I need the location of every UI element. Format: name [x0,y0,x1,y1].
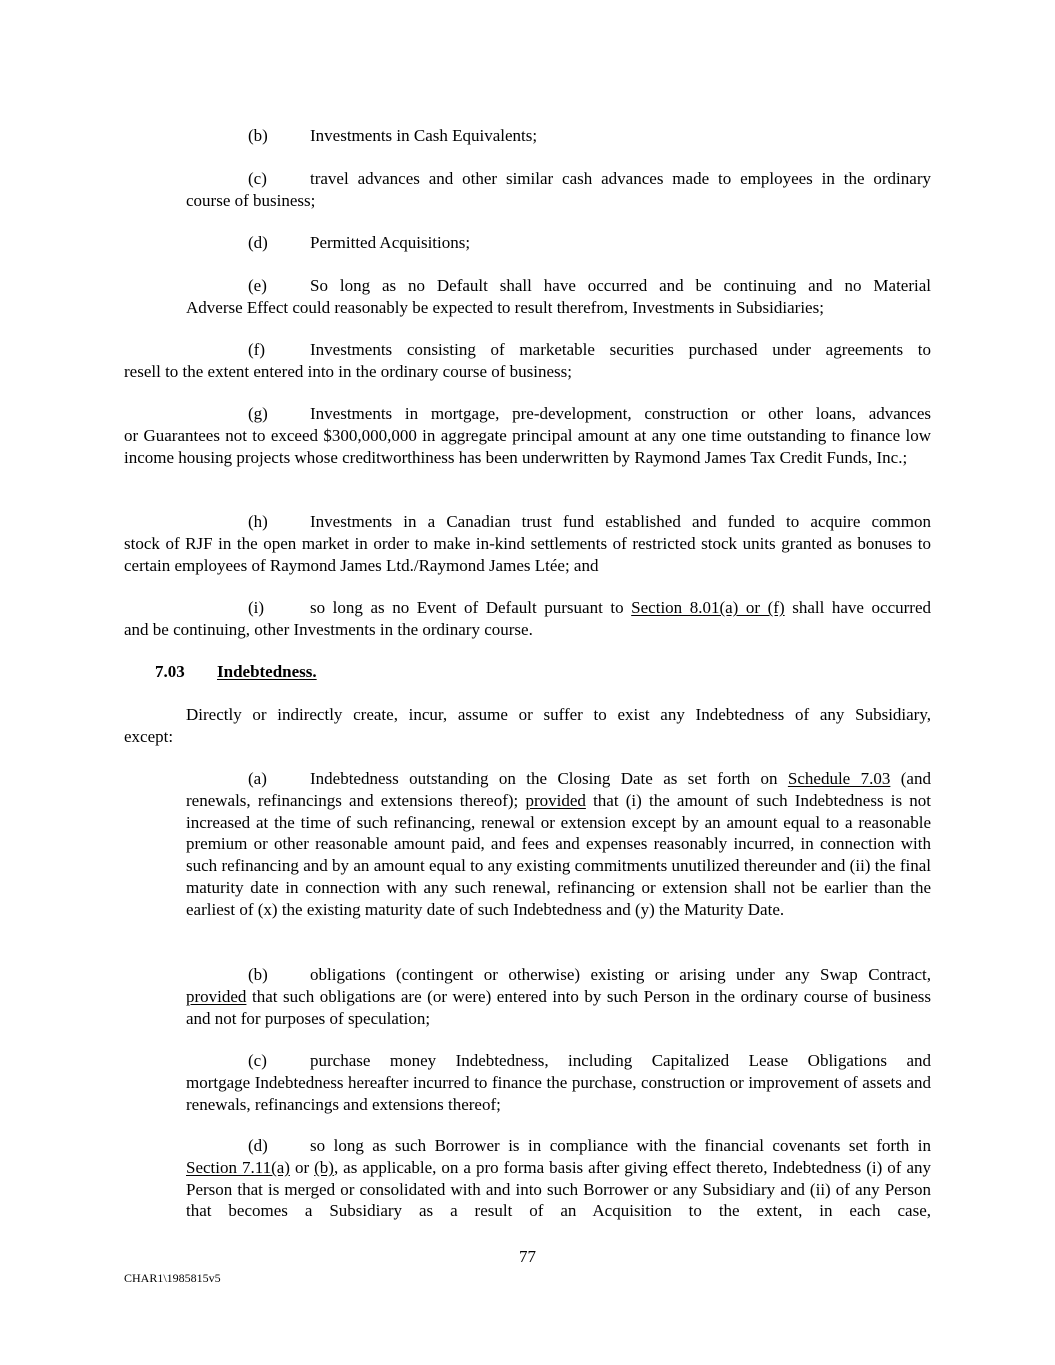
item-label: (b) [248,126,268,145]
item-text-first: Investments in mortgage, pre-development, construction or other loans, advances [310,404,931,423]
item-e-investments [186,275,931,319]
intro-text-rest: except: [124,726,174,746]
item-text-mid: or [289,1157,315,1177]
item-label: (i) [248,598,265,617]
section-8-01-reference: Section 8.01(a) or (f) [631,598,785,617]
item-f-investments [124,339,931,383]
item-b-indebtedness [186,964,931,1029]
item-label: (h) [248,512,268,531]
item-text-rest: and be continuing, other Investments in the ordinary course. [124,619,533,639]
item-label: (c) [248,1051,267,1070]
item-text-first: travel advances and other similar cash advances made to employees in the ordinary [310,169,931,188]
item-text-rest: course of business; [186,190,316,210]
provided-term: provided [525,790,586,810]
item-b-investments [248,125,931,147]
schedule-7-03-reference: Schedule 7.03 [787,769,891,788]
item-text-rest: or Guarantees not to exceed $300,000,000 in aggregate principal amount at any one time outstanding to finance low income housing projects whose creditworthiness has been underwritten by Raymond James Tax Credit Funds, Inc.; [124,425,931,467]
document-id: CHAR1\1985815v5 [124,1271,221,1285]
item-text-rest: , as applicable, on a pro forma basis after giving effect thereto, Indebtedness (i) of any Person that is merged or consolidated with and into such Borrower or any Subsidiary and (ii) of any Person that becomes a Subsidiary as a result of an Acquisition to the extent, in each case, [186,1157,931,1221]
item-label: (c) [248,169,267,188]
item-label: (e) [248,276,267,295]
item-text-rest: that such obligations are (or were) entered into by such Person in the ordinary course of business and not for purposes of speculation; [186,986,931,1028]
item-d-investments [248,232,931,254]
item-text-first: Investments in a Canadian trust fund established and funded to acquire common [310,512,931,531]
item-g-investments [124,403,931,468]
page-number: 77 [519,1247,536,1266]
item-text-first-b: shall have occurred [784,598,931,617]
item-text: Investments in Cash Equivalents; [310,126,538,145]
item-a-indebtedness [186,768,931,921]
section-heading [155,661,317,683]
item-label: (b) [248,965,268,984]
item-label: (d) [248,233,268,252]
item-text-first: So long as no Default shall have occurred and be continuing and no Material [310,276,931,295]
section-7-11b-reference: (b) [314,1157,334,1177]
item-c-investments [186,168,931,212]
item-text-first-b: (and [890,769,931,788]
item-label: (a) [248,769,267,788]
item-text: Permitted Acquisitions; [310,233,471,252]
item-text-first: purchase money Indebtedness, including Capitalized Lease Obligations and [310,1051,931,1070]
item-text-first-a: so long as no Event of Default pursuant to [310,598,632,617]
item-text-rest: resell to the extent entered into in the ordinary course of business; [124,361,573,381]
item-d-indebtedness [186,1135,931,1222]
section-title: Indebtedness. [217,662,317,681]
item-text-rest: mortgage Indebtedness hereafter incurred to finance the purchase, construction or improvement of assets and renewals, refinancings and extensions thereof; [186,1072,931,1114]
item-label: (d) [248,1136,268,1155]
item-text-first-a: Indebtedness outstanding on the Closing Date as set forth on [310,769,788,788]
item-text-rest-a: renewals, refinancings and extensions thereof); [186,790,526,810]
item-i-investments [124,597,931,641]
item-text-rest: Adverse Effect could reasonably be expected to result therefrom, Investments in Subsidiaries; [186,297,824,317]
item-label: (f) [248,340,265,359]
item-c-indebtedness [186,1050,931,1115]
item-label: (g) [248,404,268,423]
provided-term: provided [186,986,247,1006]
section-7-11a-reference: Section 7.11(a) [186,1157,290,1177]
item-text-first: so long as such Borrower is in compliance with the financial covenants set forth in [310,1136,931,1155]
item-text-rest: stock of RJF in the open market in order to make in-kind settlements of restricted stock units granted as bonuses to certain employees of Raymond James Ltd./Raymond James Ltée; and [124,533,931,575]
intro-text-first: Directly or indirectly create, incur, assume or suffer to exist any Indebtedness of any Subsidiary, [186,705,931,724]
item-text-rest-b: that (i) the amount of such Indebtedness is not increased at the time of such refinancing, renewal or extension except by an amount equal to a reasonable premium or other reasonable amount paid, and fees and expenses reasonably incurred, in connection with such refinancing and by an amount equal to any existing commitments unutilized thereunder and (ii) the final maturity date in connection with any such renewal, refinancing or extension shall not be earlier than the earliest of (x) the existing maturity date of such Indebtedness and (y) the Maturity Date. [186,790,931,919]
section-number: 7.03 [155,662,185,681]
item-h-investments [124,511,931,576]
item-text-first: obligations (contingent or otherwise) existing or arising under any Swap Contract, [310,965,931,984]
item-text-first: Investments consisting of marketable securities purchased under agreements to [310,340,931,359]
section-intro [124,704,931,748]
